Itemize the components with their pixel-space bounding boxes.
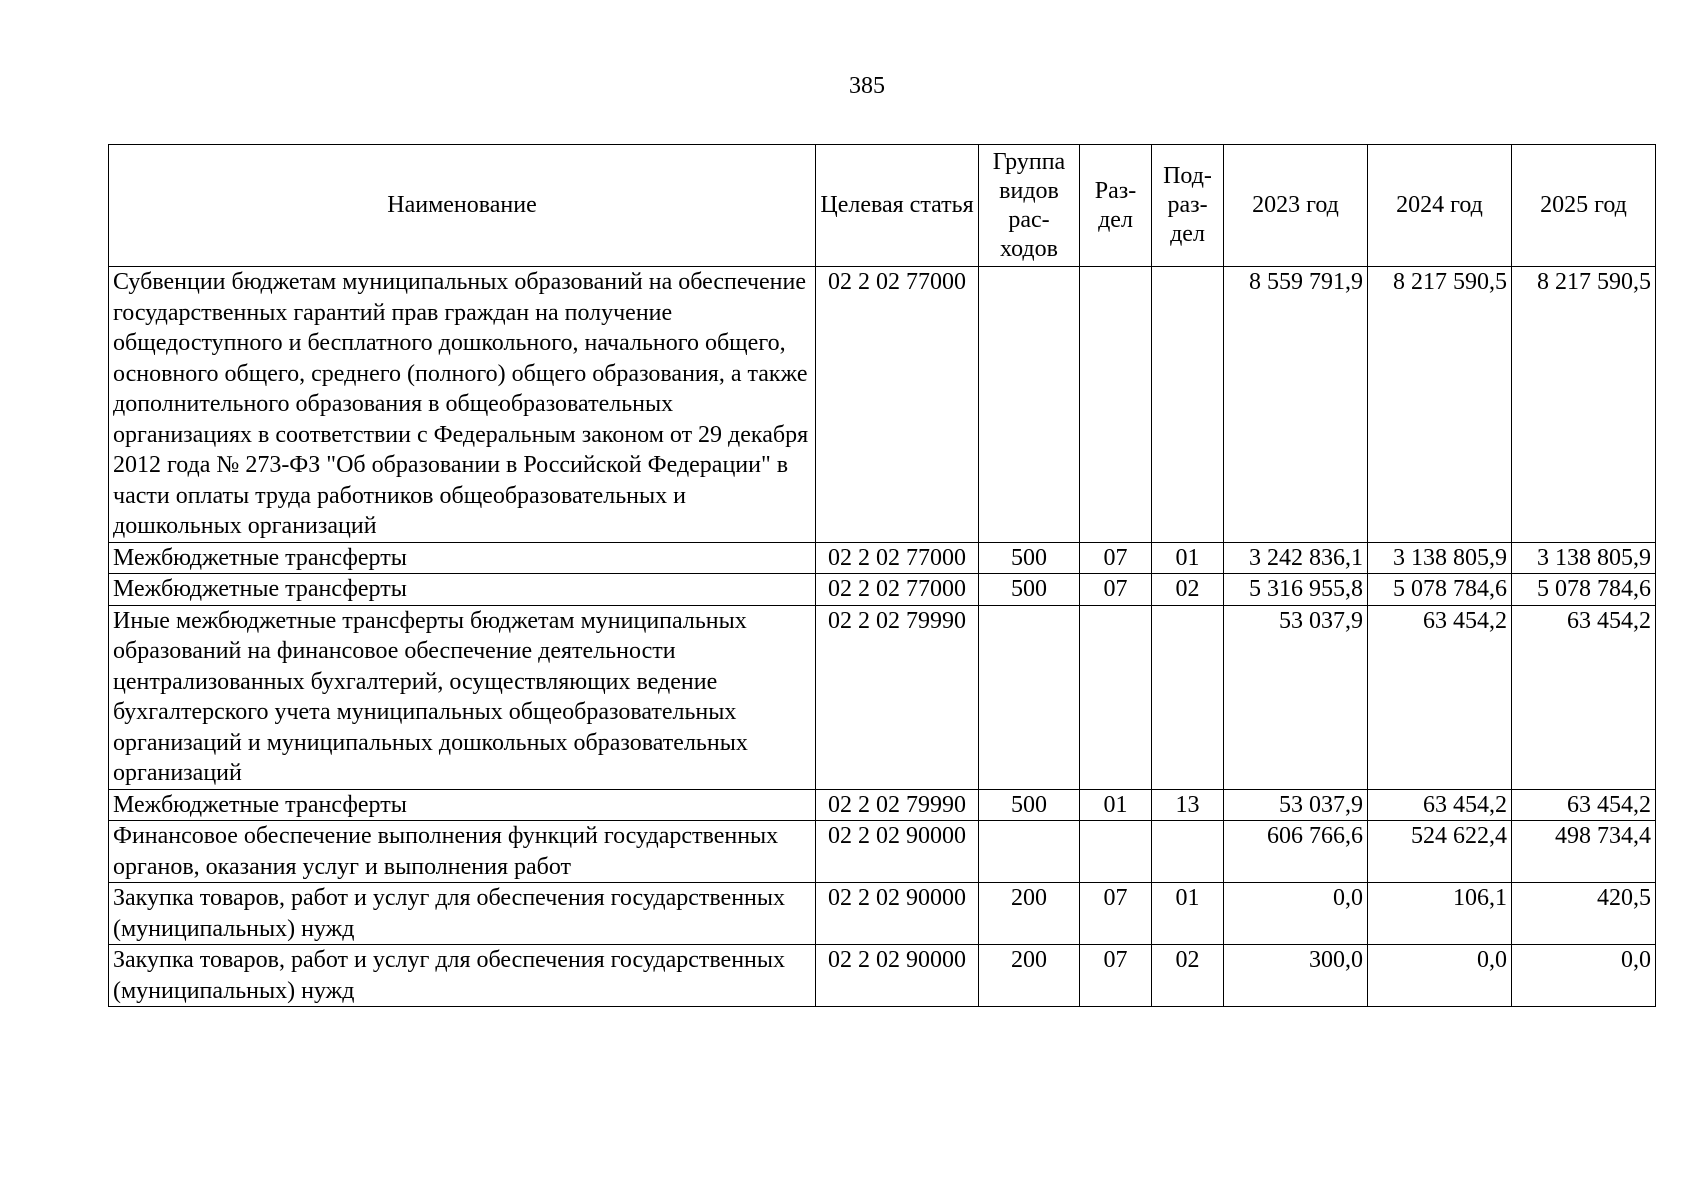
cell-subsection: 02 bbox=[1152, 574, 1224, 606]
header-name: Наименование bbox=[109, 145, 816, 267]
table-row bbox=[109, 883, 1656, 945]
cell-2025: 63 454,2 bbox=[1512, 605, 1656, 789]
cell-expense-group: 500 bbox=[979, 574, 1080, 606]
cell-name: Закупка товаров, работ и услуг для обеспечения государственных (муниципальных) нужд bbox=[109, 945, 816, 1007]
cell-2023: 0,0 bbox=[1224, 883, 1368, 945]
table-row bbox=[109, 574, 1656, 606]
cell-target-article: 02 2 02 79990 bbox=[816, 605, 979, 789]
cell-2023: 300,0 bbox=[1224, 945, 1368, 1007]
header-year-2024: 2024 год bbox=[1368, 145, 1512, 267]
cell-2025: 420,5 bbox=[1512, 883, 1656, 945]
cell-expense-group: 200 bbox=[979, 945, 1080, 1007]
table-row bbox=[109, 267, 1656, 543]
cell-section: 07 bbox=[1080, 883, 1152, 945]
page-number: 385 bbox=[849, 73, 885, 99]
cell-2024: 0,0 bbox=[1368, 945, 1512, 1007]
cell-2023: 606 766,6 bbox=[1224, 821, 1368, 883]
cell-target-article: 02 2 02 90000 bbox=[816, 945, 979, 1007]
table-row bbox=[109, 605, 1656, 789]
cell-target-article: 02 2 02 77000 bbox=[816, 267, 979, 543]
cell-target-article: 02 2 02 77000 bbox=[816, 542, 979, 574]
header-year-2023: 2023 год bbox=[1224, 145, 1368, 267]
cell-expense-group bbox=[979, 605, 1080, 789]
cell-expense-group: 500 bbox=[979, 542, 1080, 574]
cell-subsection: 13 bbox=[1152, 789, 1224, 821]
cell-name: Закупка товаров, работ и услуг для обеспечения государственных (муниципальных) нужд bbox=[109, 883, 816, 945]
cell-name: Межбюджетные трансферты bbox=[109, 542, 816, 574]
cell-2025: 5 078 784,6 bbox=[1512, 574, 1656, 606]
cell-expense-group bbox=[979, 821, 1080, 883]
cell-expense-group bbox=[979, 267, 1080, 543]
cell-expense-group: 500 bbox=[979, 789, 1080, 821]
cell-subsection bbox=[1152, 605, 1224, 789]
table-body bbox=[109, 267, 1656, 1007]
cell-2025: 63 454,2 bbox=[1512, 789, 1656, 821]
table-header bbox=[109, 145, 1656, 267]
cell-target-article: 02 2 02 90000 bbox=[816, 821, 979, 883]
cell-section bbox=[1080, 605, 1152, 789]
cell-name: Финансовое обеспечение выполнения функций государственных органов, оказания услуг и выполнения работ bbox=[109, 821, 816, 883]
cell-target-article: 02 2 02 79990 bbox=[816, 789, 979, 821]
cell-subsection: 02 bbox=[1152, 945, 1224, 1007]
cell-2024: 63 454,2 bbox=[1368, 789, 1512, 821]
cell-2023: 8 559 791,9 bbox=[1224, 267, 1368, 543]
cell-section: 07 bbox=[1080, 945, 1152, 1007]
cell-2023: 53 037,9 bbox=[1224, 789, 1368, 821]
cell-2025: 3 138 805,9 bbox=[1512, 542, 1656, 574]
cell-subsection bbox=[1152, 821, 1224, 883]
cell-2024: 3 138 805,9 bbox=[1368, 542, 1512, 574]
cell-subsection bbox=[1152, 267, 1224, 543]
cell-section: 07 bbox=[1080, 574, 1152, 606]
header-expense-group: Группа видов рас-ходов bbox=[979, 145, 1080, 267]
header-section: Раз-дел bbox=[1080, 145, 1152, 267]
cell-name: Межбюджетные трансферты bbox=[109, 789, 816, 821]
cell-2024: 106,1 bbox=[1368, 883, 1512, 945]
cell-2025: 0,0 bbox=[1512, 945, 1656, 1007]
cell-2025: 498 734,4 bbox=[1512, 821, 1656, 883]
table-row bbox=[109, 945, 1656, 1007]
cell-2024: 8 217 590,5 bbox=[1368, 267, 1512, 543]
cell-2024: 524 622,4 bbox=[1368, 821, 1512, 883]
cell-name: Иные межбюджетные трансферты бюджетам муниципальных образований на финансовое обеспечение деятельности централизованных бухгалтерий, осуществляющих ведение бухгалтерского учета муниципальных общеобразовательных организаций и муниципальных дошкольных образовательных организаций bbox=[109, 605, 816, 789]
cell-2024: 5 078 784,6 bbox=[1368, 574, 1512, 606]
cell-2023: 5 316 955,8 bbox=[1224, 574, 1368, 606]
cell-name: Межбюджетные трансферты bbox=[109, 574, 816, 606]
cell-2023: 53 037,9 bbox=[1224, 605, 1368, 789]
cell-target-article: 02 2 02 77000 bbox=[816, 574, 979, 606]
cell-section: 07 bbox=[1080, 542, 1152, 574]
cell-subsection: 01 bbox=[1152, 542, 1224, 574]
table-row bbox=[109, 821, 1656, 883]
header-target-article: Целевая статья bbox=[816, 145, 979, 267]
cell-section bbox=[1080, 267, 1152, 543]
header-year-2025: 2025 год bbox=[1512, 145, 1656, 267]
cell-subsection: 01 bbox=[1152, 883, 1224, 945]
cell-target-article: 02 2 02 90000 bbox=[816, 883, 979, 945]
cell-name: Субвенции бюджетам муниципальных образований на обеспечение государственных гарантий прав граждан на получение общедоступного и бесплатного дошкольного, начального общего, основного общего, среднего (полного) общего образования, а также дополнительного образования в общеобразовательных организациях в соответствии с Федеральным законом от 29 декабря 2012 года № 273-ФЗ "Об образовании в Российской Федерации" в части оплаты труда работников общеобразовательных и дошкольных организаций bbox=[109, 267, 816, 543]
cell-2025: 8 217 590,5 bbox=[1512, 267, 1656, 543]
table-row bbox=[109, 542, 1656, 574]
cell-expense-group: 200 bbox=[979, 883, 1080, 945]
cell-section: 01 bbox=[1080, 789, 1152, 821]
cell-section bbox=[1080, 821, 1152, 883]
table-row bbox=[109, 789, 1656, 821]
budget-table bbox=[108, 144, 1656, 1007]
cell-2024: 63 454,2 bbox=[1368, 605, 1512, 789]
header-subsection: Под-раз-дел bbox=[1152, 145, 1224, 267]
cell-2023: 3 242 836,1 bbox=[1224, 542, 1368, 574]
